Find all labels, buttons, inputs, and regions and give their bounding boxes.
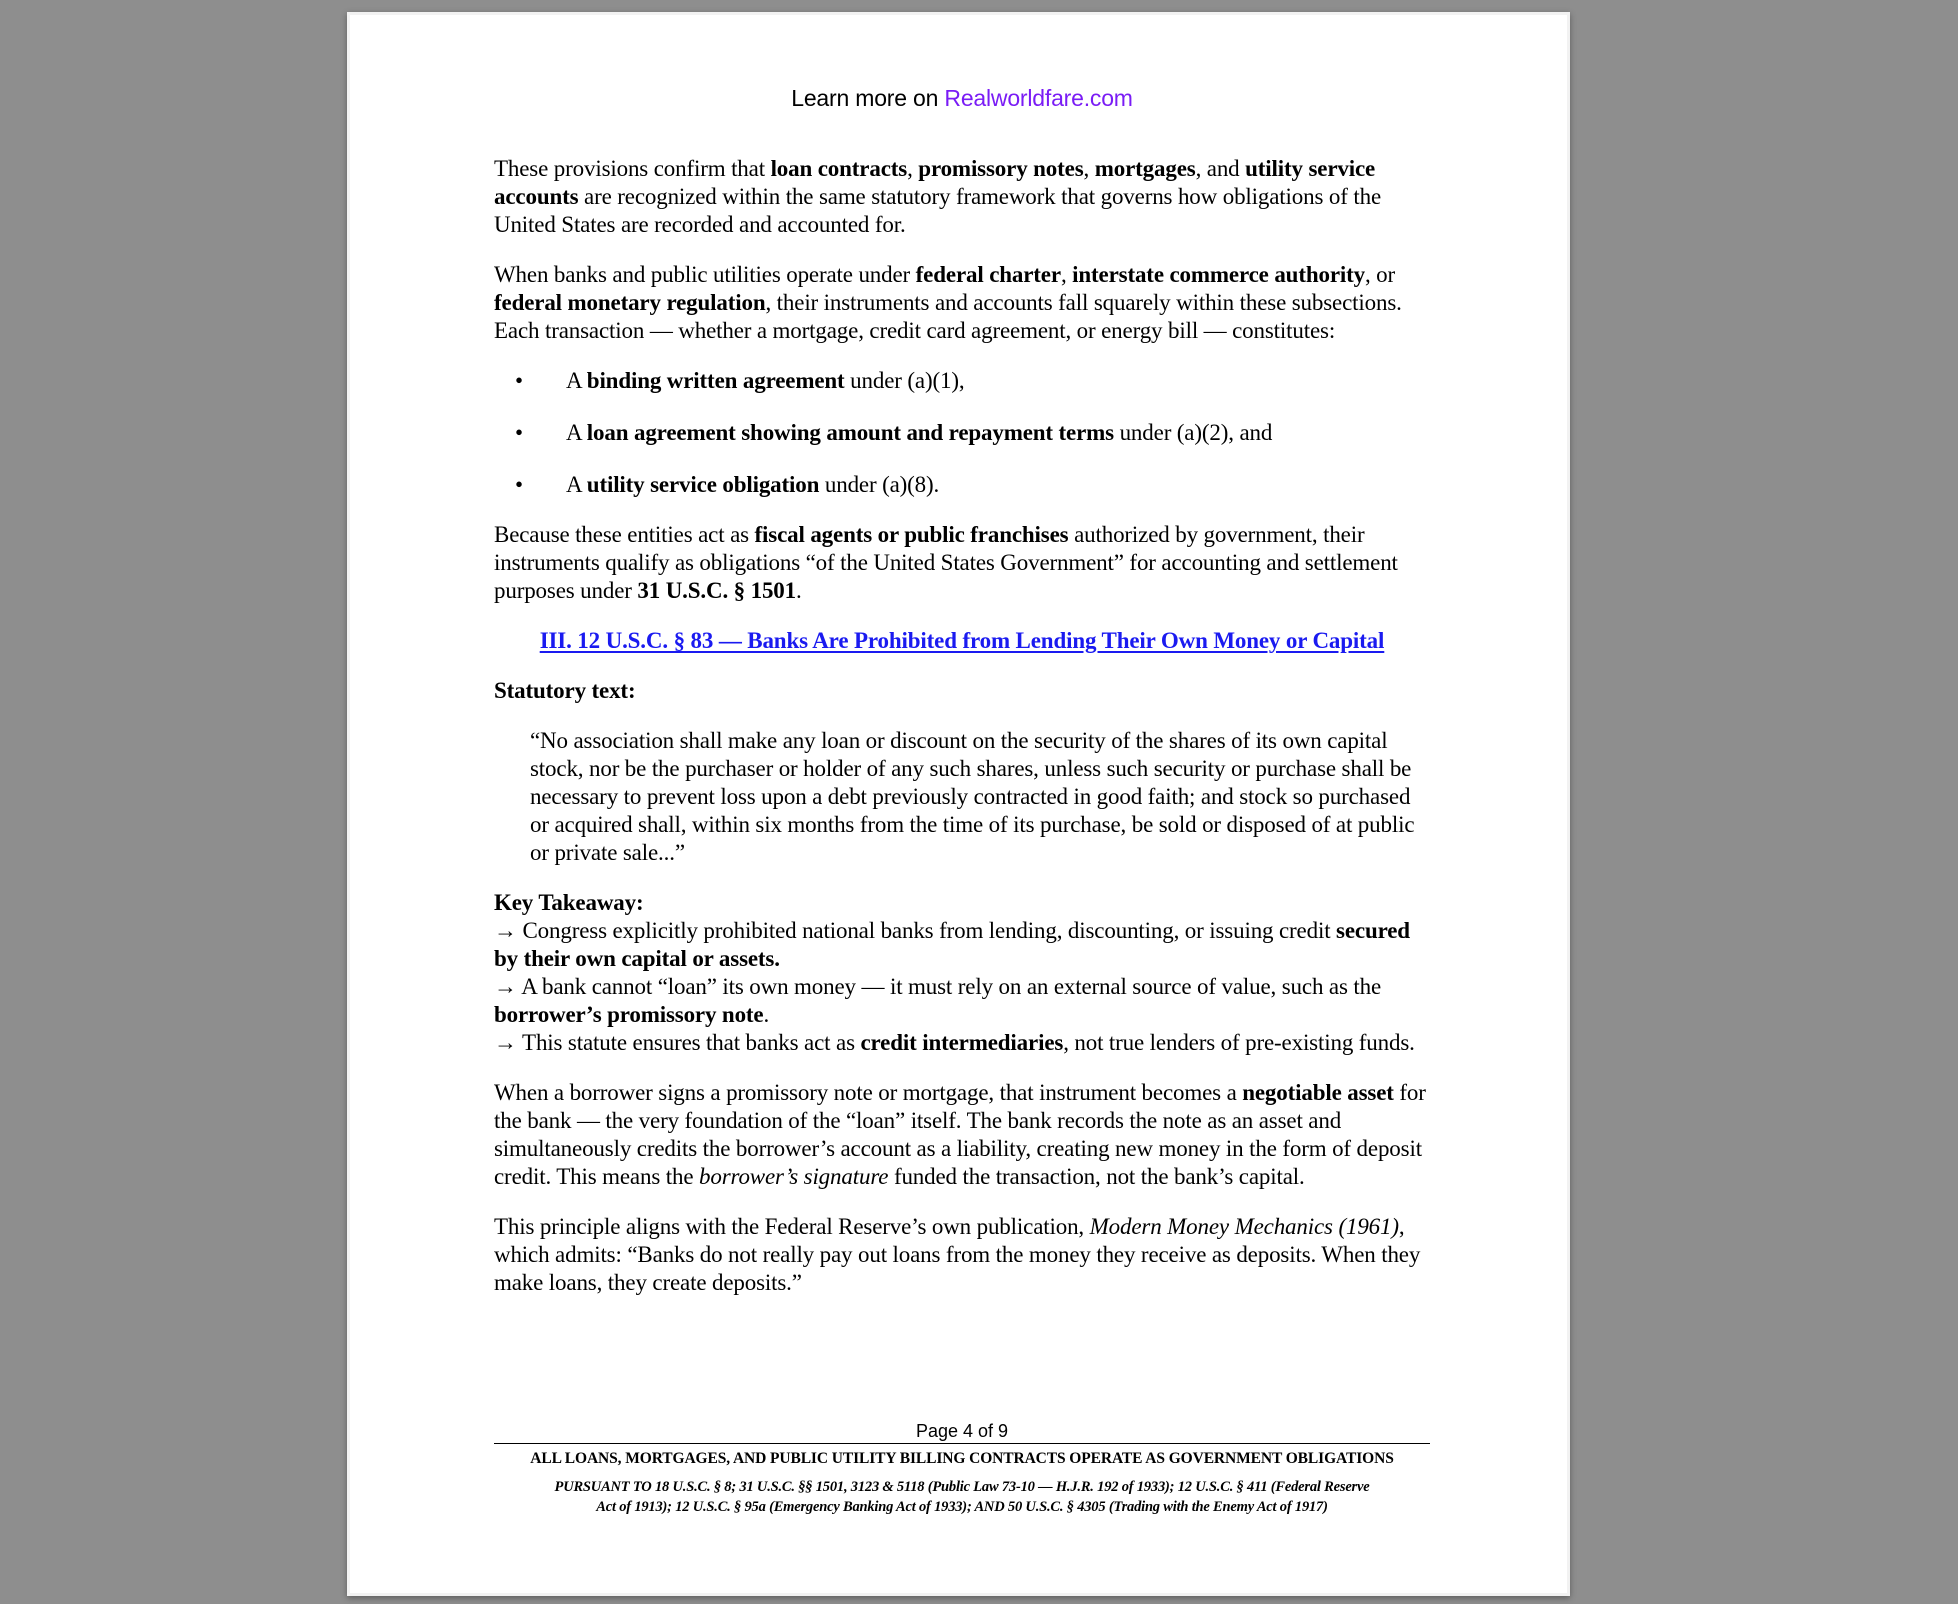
bold-term: fiscal agents or public franchises — [754, 522, 1069, 547]
text-run: A — [566, 472, 587, 497]
italic-term: borrower’s signature — [699, 1164, 889, 1189]
footer-title: ALL LOANS, MORTGAGES, AND PUBLIC UTILITY BILLING CONTRACTS OPERATE AS GOVERNMENT OBLIGATIONS — [530, 1450, 1394, 1467]
text-run: . — [796, 578, 802, 603]
takeaway-item — [494, 917, 1430, 973]
text-run: for the bank — the very foundation of the “loan” itself. The bank records the note as an asset and simultaneously credits the borrower’s account as a liability, creating new money in the form of deposit credit. This means the — [494, 1080, 1426, 1189]
text-run: under (a)(1), — [844, 368, 965, 393]
bold-term: borrower’s promissory note — [494, 1002, 764, 1027]
text-run: , or — [1364, 262, 1396, 287]
bold-term: federal monetary regulation — [494, 290, 766, 315]
bold-term: loan agreement showing amount and repayment terms — [586, 420, 1114, 445]
footer-citation — [494, 1477, 1430, 1517]
footer-citation-line: PURSUANT TO 18 U.S.C. § 8; 31 U.S.C. §§ 1501, 3123 & 5118 (Public Law 73-10 — H.J.R. 192 of 1933); 12 U.S.C. § 411 (Federal Reserve — [554, 1479, 1370, 1495]
text-run: authorized by government, their instruments qualify as obligations “of the United States Government” for accounting and settlement purposes under — [494, 522, 1398, 603]
bullet-icon: • — [515, 420, 523, 445]
paragraph-modern-money-mechanics — [494, 1213, 1430, 1297]
header-prefix: Learn more on — [791, 85, 945, 111]
text-run: , — [1083, 156, 1095, 181]
text-run: under (a)(8). — [819, 472, 940, 497]
page-number: Page 4 of 9 — [915, 1421, 1009, 1441]
text-run: , — [907, 156, 919, 181]
key-takeaway-block — [494, 889, 1430, 1057]
text-run: These provisions confirm that — [494, 156, 771, 181]
bold-term: 31 U.S.C. § 1501 — [637, 578, 797, 603]
bullet-icon: • — [515, 368, 523, 393]
text-run: A — [566, 420, 587, 445]
bold-term: utility service accounts — [494, 156, 1376, 209]
text-run: are recognized within the same statutory framework that governs how obligations of the United States are recorded and accounted for. — [494, 184, 1381, 237]
text-run: When banks and public utilities operate under — [494, 262, 916, 287]
arrow-right-icon: → — [494, 918, 517, 943]
text-run: , — [1060, 262, 1073, 287]
arrow-right-icon: → — [494, 974, 517, 999]
text-run: , which admits: “Banks do not really pay out loans from the money they receive as deposits. When they make loans, they create deposits.” — [494, 1214, 1421, 1295]
footer-divider — [494, 1443, 1430, 1444]
text-run: This statute ensures that banks act as — [516, 1030, 861, 1055]
arrow-right-icon: → — [494, 1030, 517, 1055]
takeaway-item — [494, 1029, 1430, 1057]
bold-term: federal charter — [915, 262, 1061, 287]
text-run: , and — [1195, 156, 1246, 181]
page-header — [494, 85, 1430, 112]
bullet-icon: • — [515, 472, 523, 497]
bold-term: utility service obligation — [586, 472, 820, 497]
document-page — [347, 12, 1570, 1596]
text-run: Because these entities act as — [494, 522, 755, 547]
list-item — [494, 367, 1430, 395]
bold-term: negotiable asset — [1242, 1080, 1394, 1105]
key-takeaway-title: Key Takeaway: — [494, 890, 644, 915]
bold-term: promissory notes — [918, 156, 1084, 181]
bullet-list — [494, 367, 1430, 499]
bold-term: loan contracts — [770, 156, 908, 181]
body-text — [494, 155, 1430, 1297]
text-run: under (a)(2), and — [1113, 420, 1273, 445]
bold-term: mortgages — [1094, 156, 1196, 181]
text-run: , not true lenders of pre-existing funds. — [1063, 1030, 1415, 1055]
text-run: Congress explicitly prohibited national banks from lending, discounting, or issuing credit — [516, 918, 1337, 943]
paragraph-negotiable-asset — [494, 1079, 1430, 1191]
text-run: A bank cannot “loan” its own money — it must rely on an external source of value, such as the — [516, 974, 1382, 999]
text-run: When a borrower signs a promissory note or mortgage, that instrument becomes a — [494, 1080, 1243, 1105]
bold-term: interstate commerce authority — [1072, 262, 1365, 287]
text-run: This principle aligns with the Federal Reserve’s own publication, — [494, 1214, 1090, 1239]
statutory-text-label: Statutory text: — [494, 678, 636, 703]
takeaway-item — [494, 973, 1430, 1029]
text-run: funded the transaction, not the bank’s capital. — [888, 1164, 1305, 1189]
italic-term: Modern Money Mechanics (1961) — [1089, 1214, 1399, 1239]
paragraph-provisions — [494, 155, 1430, 239]
paragraph-fiscal-agents — [494, 521, 1430, 605]
footer-citation-line: Act of 1913); 12 U.S.C. § 95a (Emergency Banking Act of 1933); AND 50 U.S.C. § 4305 (Trading with the Enemy Act of 1917) — [596, 1499, 1328, 1515]
bold-term: credit intermediaries — [860, 1030, 1064, 1055]
statutory-quote: “No association shall make any loan or discount on the security of the shares of its own capital stock, nor be the purchaser or holder of any such shares, unless such security or purchase shall be necessary to prevent loss upon a debt previously contracted in good faith; and stock so purchased or acquired shall, within six months from the time of its purchase, be sold or disposed of at public or private sale...” — [530, 728, 1415, 865]
paragraph-federal-charter — [494, 261, 1430, 345]
list-item — [494, 419, 1430, 447]
section-heading — [494, 627, 1430, 655]
text-run: . — [763, 1002, 770, 1027]
bold-term: binding written agreement — [586, 368, 845, 393]
list-item — [494, 471, 1430, 499]
realworldfare-link[interactable]: Realworldfare.com — [944, 85, 1133, 111]
bold-term: secured by their own capital or assets. — [494, 918, 1410, 971]
text-run: A — [566, 368, 587, 393]
section-heading-link[interactable]: III. 12 U.S.C. § 83 — Banks Are Prohibited from Lending Their Own Money or Capital — [539, 628, 1385, 653]
text-run: , their instruments and accounts fall squarely within these subsections. Each transaction — whether a mortgage, credit card agreement, or energy bill — constitutes: — [494, 290, 1402, 343]
